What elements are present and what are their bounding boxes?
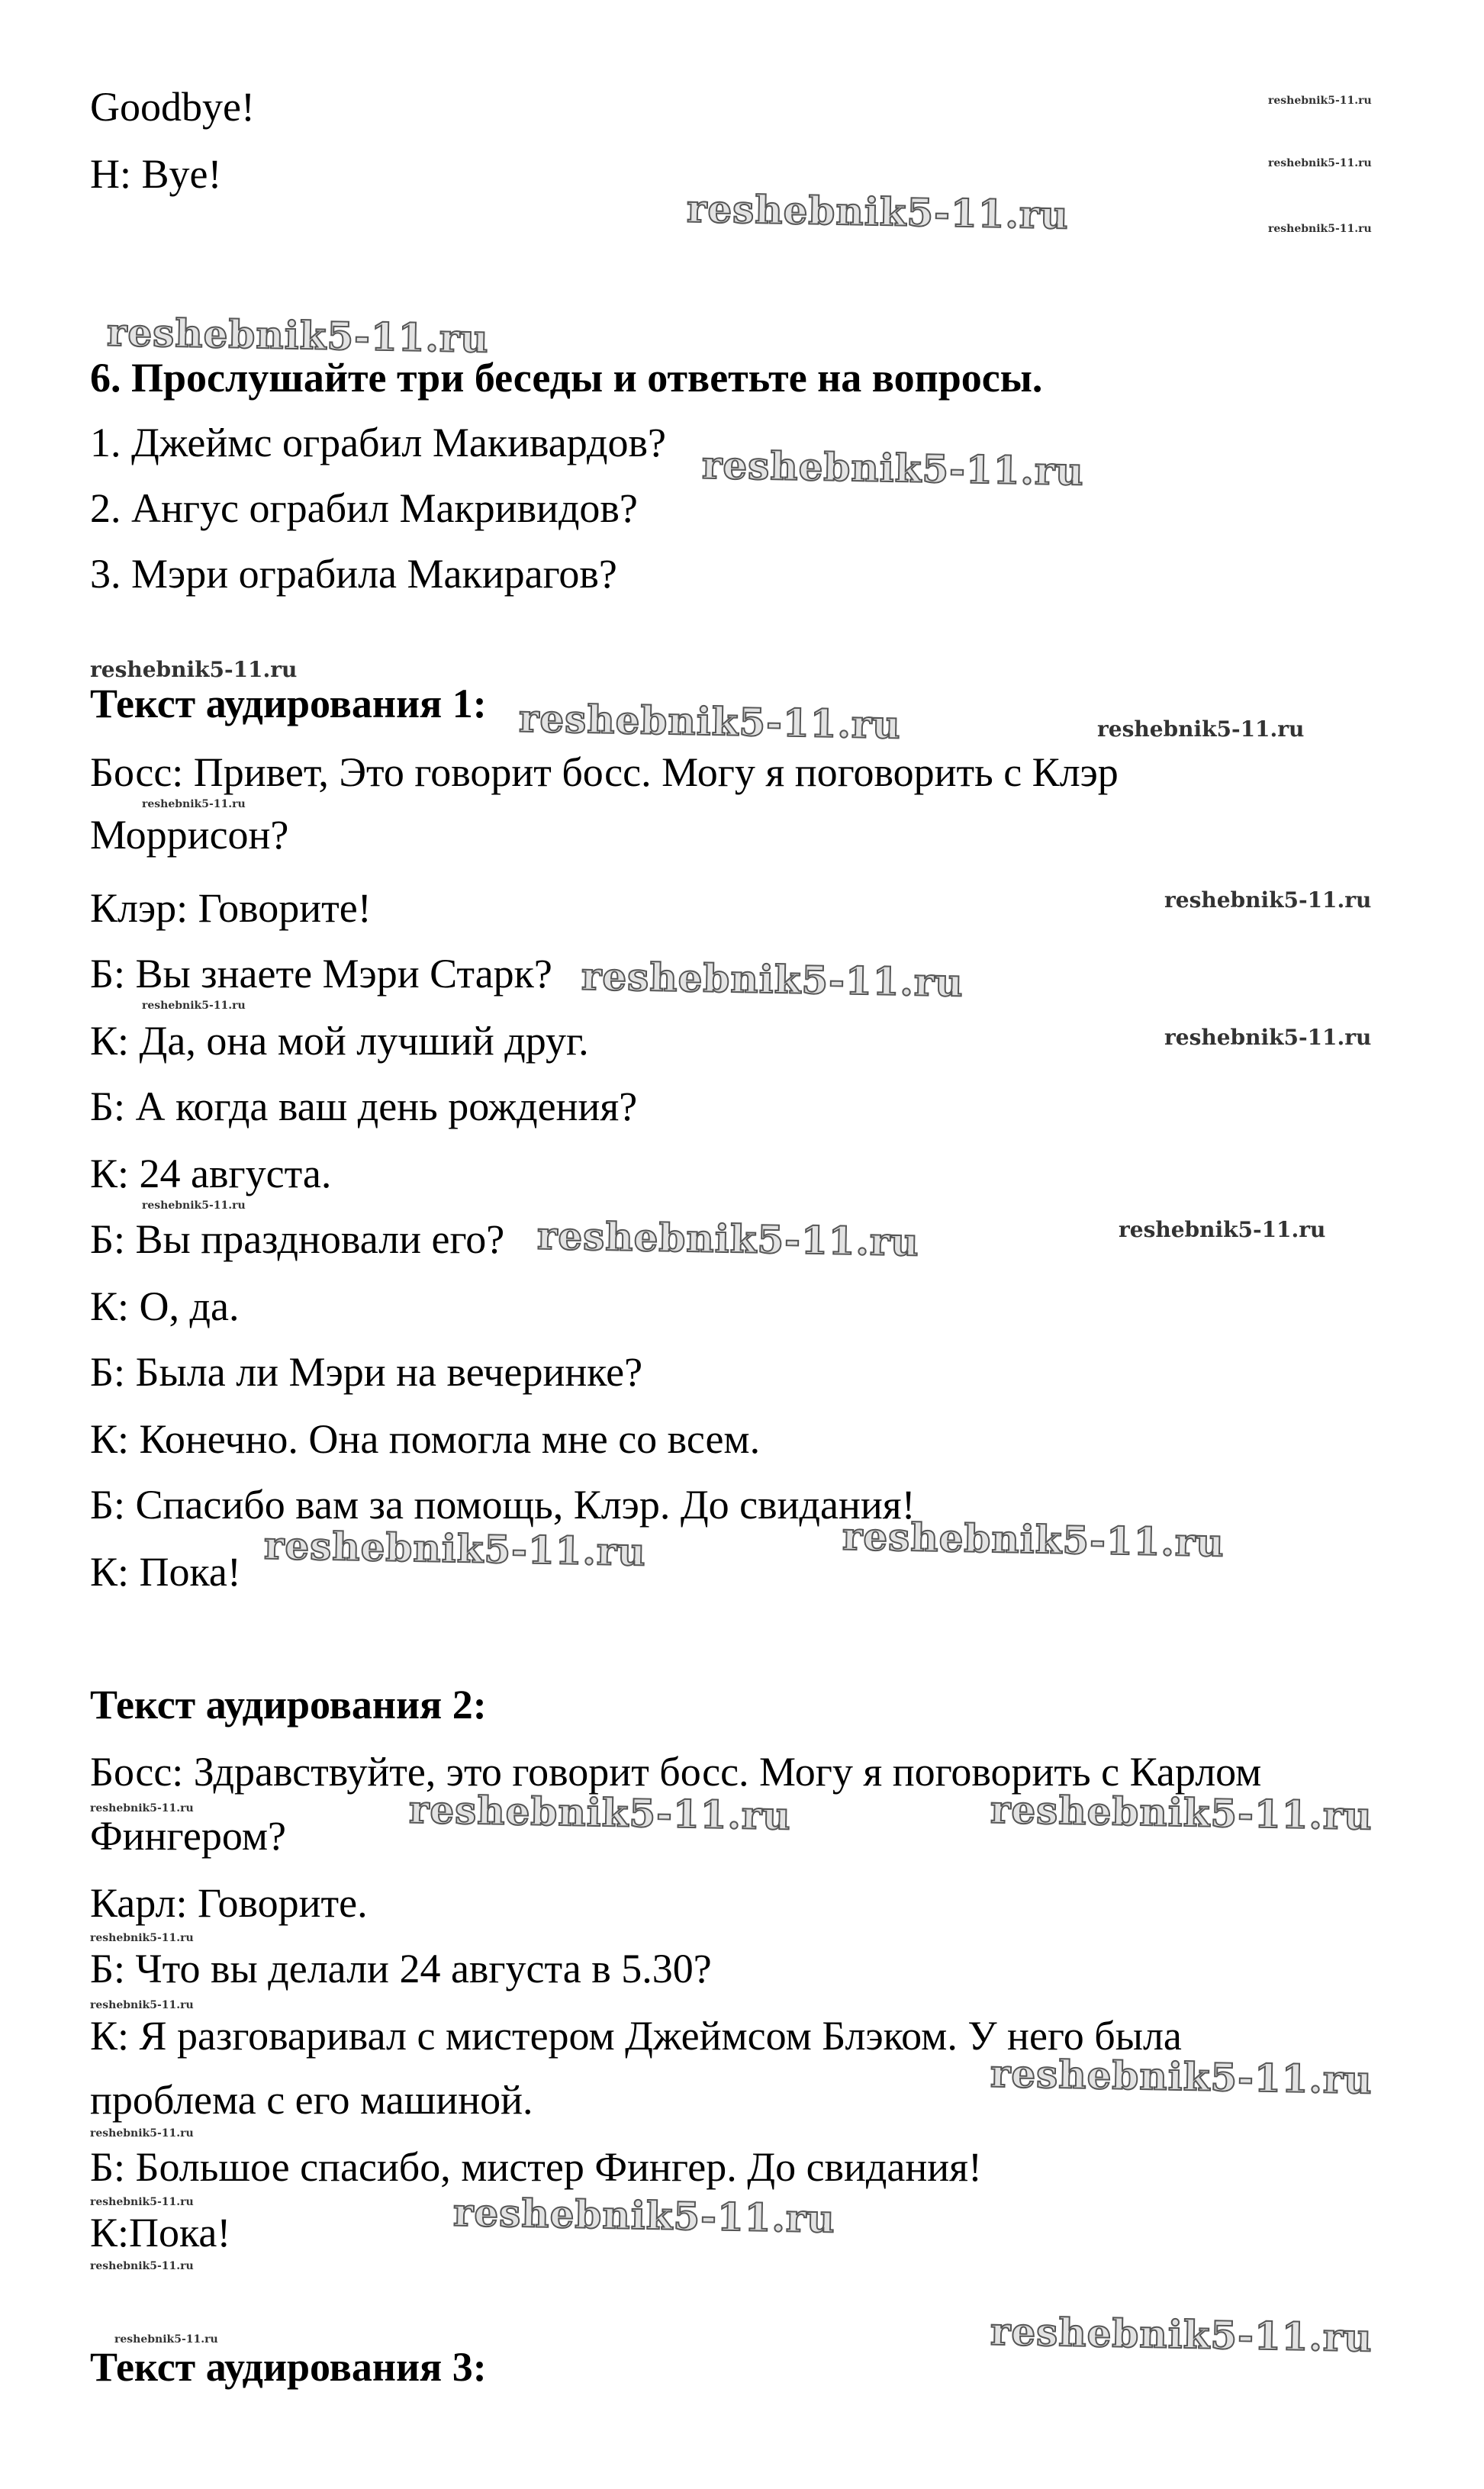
watermark-tiny: reshebnik5-11.ru — [1268, 223, 1372, 235]
watermark: reshebnik5-11.ru — [408, 1786, 792, 1839]
watermark-small: reshebnik5-11.ru — [1164, 887, 1372, 913]
section-heading-2: Текст аудирования 2: — [90, 1682, 487, 1727]
section-heading-3: Текст аудирования 3: — [90, 2344, 487, 2390]
dialogue-line: Б: Была ли Мэри на вечеринке? — [90, 1349, 643, 1395]
watermark: reshebnik5-11.ru — [701, 442, 1085, 494]
watermark-small: reshebnik5-11.ru — [1097, 716, 1305, 742]
question-2: 2. Ангус ограбил Макривидов? — [90, 485, 638, 531]
watermark-tiny: reshebnik5-11.ru — [90, 2127, 194, 2140]
watermark: reshebnik5-11.ru — [990, 2050, 1373, 2103]
exercise-heading: 6. Прослушайте три беседы и ответьте на вопросы. — [90, 355, 1043, 401]
text-line: Goodbye! — [90, 84, 255, 130]
dialogue-line: Б: Вы знаете Мэри Старк? — [90, 951, 552, 997]
watermark-small: reshebnik5-11.ru — [1164, 1025, 1372, 1050]
watermark-small: reshebnik5-11.ru — [90, 657, 298, 682]
dialogue-line: К: 24 августа. — [90, 1151, 332, 1196]
dialogue-line: проблема с его машиной. — [90, 2077, 533, 2123]
dialogue-line: К: Я разговаривал с мистером Джеймсом Блэком. У него была — [90, 2013, 1182, 2059]
watermark-tiny: reshebnik5-11.ru — [1268, 157, 1372, 169]
watermark: reshebnik5-11.ru — [686, 185, 1070, 238]
section-heading-1: Текст аудирования 1: — [90, 681, 487, 726]
watermark-tiny: reshebnik5-11.ru — [114, 2333, 218, 2346]
dialogue-line: К:Пока! — [90, 2210, 231, 2256]
question-3: 3. Мэри ограбила Макирагов? — [90, 551, 617, 597]
watermark-tiny: reshebnik5-11.ru — [90, 2260, 194, 2272]
dialogue-line: К: Пока! — [90, 1549, 241, 1595]
dialogue-line: Моррисон? — [90, 812, 289, 858]
watermark: reshebnik5-11.ru — [518, 695, 902, 748]
dialogue-line: Б: Большое спасибо, мистер Фингер. До свидания! — [90, 2144, 982, 2190]
watermark-small: reshebnik5-11.ru — [1119, 1217, 1326, 1242]
dialogue-line: Босс: Здравствуйте, это говорит босс. Могу я поговорить с Карлом — [90, 1749, 1262, 1795]
dialogue-line: К: Конечно. Она помогла мне со всем. — [90, 1416, 761, 1462]
watermark: reshebnik5-11.ru — [452, 2189, 836, 2242]
watermark-tiny: reshebnik5-11.ru — [142, 1000, 246, 1012]
question-1: 1. Джеймс ограбил Макивардов? — [90, 420, 666, 465]
watermark-tiny: reshebnik5-11.ru — [90, 1999, 194, 2011]
dialogue-line: Клэр: Говорите! — [90, 885, 372, 931]
watermark-tiny: reshebnik5-11.ru — [142, 1199, 246, 1212]
dialogue-line: Б: Спасибо вам за помощь, Клэр. До свидания! — [90, 1482, 916, 1528]
watermark: reshebnik5-11.ru — [106, 309, 490, 362]
watermark: reshebnik5-11.ru — [263, 1522, 647, 1575]
watermark-tiny: reshebnik5-11.ru — [142, 798, 246, 810]
dialogue-line: К: О, да. — [90, 1283, 240, 1329]
dialogue-line: Босс: Привет, Это говорит босс. Могу я поговорить с Клэр — [90, 749, 1119, 795]
watermark: reshebnik5-11.ru — [990, 1786, 1373, 1839]
dialogue-line: Фингером? — [90, 1813, 286, 1859]
watermark-tiny: reshebnik5-11.ru — [90, 2196, 194, 2208]
watermark-tiny: reshebnik5-11.ru — [90, 1802, 194, 1814]
watermark: reshebnik5-11.ru — [990, 2308, 1373, 2361]
text-line: H: Bye! — [90, 151, 222, 197]
watermark: reshebnik5-11.ru — [536, 1212, 920, 1265]
dialogue-line: Б: Что вы делали 24 августа в 5.30? — [90, 1946, 712, 1992]
dialogue-line: К: Да, она мой лучший друг. — [90, 1018, 589, 1064]
watermark: reshebnik5-11.ru — [842, 1513, 1225, 1566]
dialogue-line: Б: Вы праздновали его? — [90, 1216, 505, 1262]
watermark-tiny: reshebnik5-11.ru — [1268, 95, 1372, 107]
watermark: reshebnik5-11.ru — [581, 953, 964, 1006]
dialogue-line: Карл: Говорите. — [90, 1880, 368, 1926]
dialogue-line: Б: А когда ваш день рождения? — [90, 1084, 638, 1129]
watermark-tiny: reshebnik5-11.ru — [90, 1932, 194, 1944]
